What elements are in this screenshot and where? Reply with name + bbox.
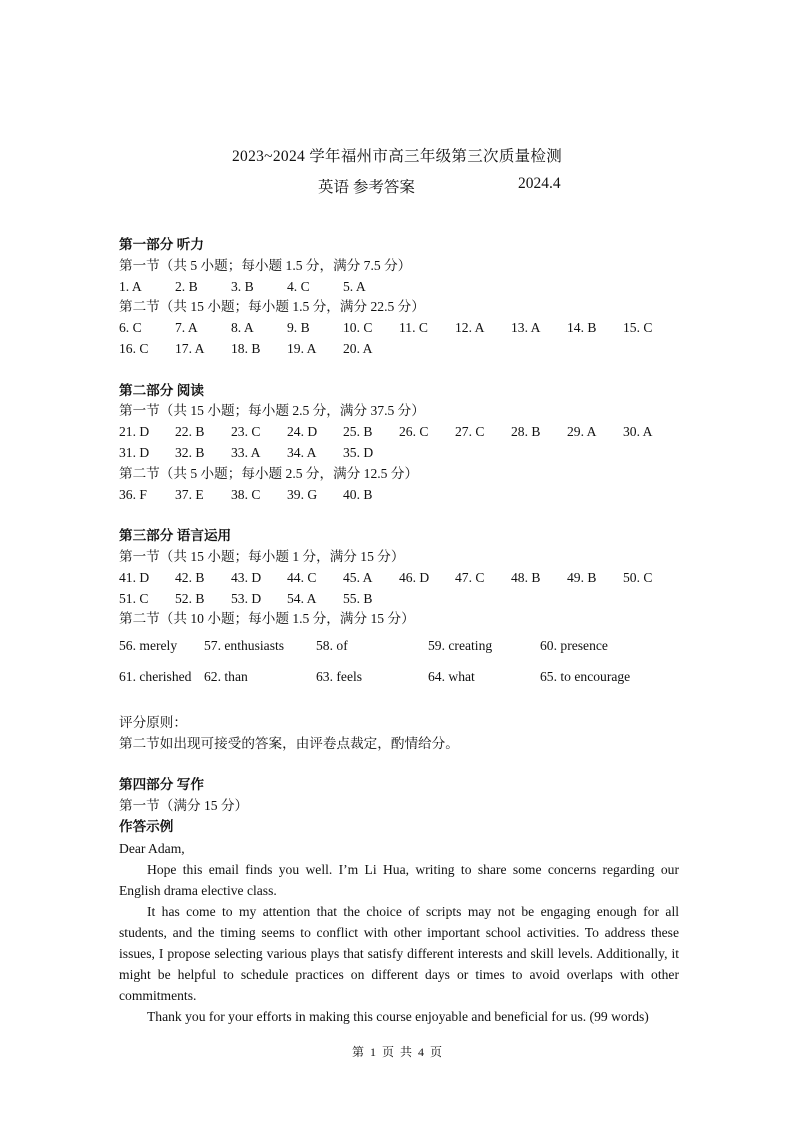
answer-item: 17. A — [175, 340, 205, 356]
answer-item: 61. cherished — [119, 669, 192, 685]
answer-item: 34. A — [287, 444, 317, 460]
answer-item: 26. C — [399, 424, 429, 440]
answer-item: 33. A — [231, 444, 261, 460]
part3-heading: 第三部分 语言运用 — [119, 528, 232, 544]
answer-item: 44. C — [287, 569, 317, 585]
answer-item: 27. C — [455, 424, 485, 440]
answer-item: 14. B — [567, 320, 597, 336]
answer-row — [119, 661, 679, 692]
answer-item: 16. C — [119, 340, 149, 356]
part2-section2-label: 第二节（共 5 小题；每小题 2.5 分，满分 12.5 分） — [119, 465, 419, 481]
part2-section1-label: 第一节（共 15 小题；每小题 2.5 分，满分 37.5 分） — [119, 403, 425, 419]
answer-item: 48. B — [511, 569, 541, 585]
answer-item: 15. C — [623, 320, 653, 336]
part1-section2-label: 第二节（共 15 小题；每小题 1.5 分，满分 22.5 分） — [119, 299, 425, 315]
answer-item: 39. G — [287, 486, 318, 502]
part2-heading: 第二部分 阅读 — [119, 382, 204, 398]
answer-row — [119, 339, 679, 360]
answer-item: 35. D — [343, 444, 374, 460]
answer-row — [119, 589, 679, 610]
answer-row — [119, 485, 679, 506]
answer-row — [119, 318, 679, 339]
part1-section1-label: 第一节（共 5 小题；每小题 1.5 分，满分 7.5 分） — [119, 257, 412, 273]
answer-item: 53. D — [231, 590, 262, 606]
answer-item: 18. B — [231, 340, 261, 356]
answer-item: 51. C — [119, 590, 149, 606]
answer-item: 37. E — [175, 486, 204, 502]
answer-item: 1. A — [119, 278, 142, 294]
answer-item: 42. B — [175, 569, 205, 585]
answer-item: 38. C — [231, 486, 261, 502]
subject-label: 英语 参考答案 — [318, 179, 415, 196]
answer-item: 30. A — [623, 424, 653, 440]
answer-item: 43. D — [231, 569, 262, 585]
answer-item: 6. C — [119, 320, 142, 336]
answer-row — [119, 422, 679, 443]
scoring-title: 评分原则： — [119, 714, 187, 730]
sample-heading: 作答示例 — [119, 818, 174, 834]
answer-item: 24. D — [287, 424, 318, 440]
answer-item: 12. A — [455, 320, 485, 336]
answer-item: 36. F — [119, 486, 147, 502]
answer-item: 10. C — [343, 320, 373, 336]
answer-item: 2. B — [175, 278, 198, 294]
part4-heading: 第四部分 写作 — [119, 777, 204, 793]
answer-item: 63. feels — [316, 669, 363, 685]
answer-item: 28. B — [511, 424, 541, 440]
answer-item: 3. B — [231, 278, 254, 294]
answer-item: 54. A — [287, 590, 317, 606]
scoring-text: 第二节如出现可接受的答案，由评卷点裁定，酌情给分。 — [119, 735, 459, 751]
page-number: 第 1 页 共 4 页 — [351, 1045, 442, 1059]
letter-greeting: Dear Adam, — [119, 840, 185, 856]
answer-item: 56. merely — [119, 638, 178, 654]
part3-section2-label: 第二节（共 10 小题；每小题 1.5 分，满分 15 分） — [119, 611, 415, 627]
part1-heading: 第一部分 听力 — [119, 237, 204, 252]
answer-item: 62. than — [204, 669, 248, 685]
answer-item: 46. D — [399, 569, 430, 585]
part3-section1-label: 第一节（共 15 小题；每小题 1 分，满分 15 分） — [119, 548, 405, 564]
part4-section1-label: 第一节（满分 15 分） — [119, 798, 249, 814]
answer-item: 8. A — [231, 320, 254, 336]
answer-item: 40. B — [343, 486, 373, 502]
answer-item: 50. C — [623, 569, 653, 585]
answer-item: 29. A — [567, 424, 597, 440]
answer-item: 22. B — [175, 424, 205, 440]
answer-item: 9. B — [287, 320, 310, 336]
answer-item: 60. presence — [540, 638, 608, 654]
answer-item: 47. C — [455, 569, 485, 585]
letter-paragraph: Thank you for your efforts in making this course enjoyable and beneficial for us. (99 words) — [147, 1008, 649, 1024]
answer-item: 52. B — [175, 590, 205, 606]
answer-row — [119, 630, 679, 661]
exam-date: 2024.4 — [518, 175, 561, 192]
answer-item: 64. what — [428, 669, 475, 685]
answer-item: 49. B — [567, 569, 597, 585]
answer-row — [119, 277, 679, 298]
answer-item: 7. A — [175, 320, 198, 336]
answer-item: 31. D — [119, 444, 150, 460]
answer-item: 13. A — [511, 320, 541, 336]
answer-row — [119, 443, 679, 464]
answer-item: 45. A — [343, 569, 373, 585]
answer-content — [119, 235, 679, 1027]
answer-item: 58. of — [316, 638, 348, 654]
answer-item: 41. D — [119, 569, 150, 585]
answer-item: 5. A — [343, 278, 366, 294]
answer-item: 59. creating — [428, 638, 493, 654]
answer-item: 32. B — [175, 444, 205, 460]
answer-item: 23. C — [231, 424, 261, 440]
letter-paragraph: It has come to my attention that the choice of scripts may not be engaging enough for all students, and the timing seems to conflict with other important school activities. To address these issues, I propose selecting various plays that satisfy different interests and skill levels. Additionally, it might be helpful to schedule practices on different days or times to avoid overlaps with other commitments. — [119, 903, 679, 1003]
answer-row — [119, 568, 679, 589]
document-title: 2023~2024 学年福州市高三年级第三次质量检测 — [231, 148, 563, 165]
answer-item: 20. A — [343, 340, 373, 356]
answer-item: 25. B — [343, 424, 373, 440]
answer-item: 55. B — [343, 590, 373, 606]
answer-item: 4. C — [287, 278, 310, 294]
answer-item: 21. D — [119, 424, 150, 440]
answer-item: 57. enthusiasts — [204, 638, 285, 654]
letter-paragraph: Hope this email finds you well. I’m Li Hua, writing to share some concerns regarding our English drama elective class. — [119, 861, 679, 898]
answer-item: 65. to encourage — [540, 669, 631, 685]
answer-item: 11. C — [399, 320, 428, 336]
answer-item: 19. A — [287, 340, 317, 356]
